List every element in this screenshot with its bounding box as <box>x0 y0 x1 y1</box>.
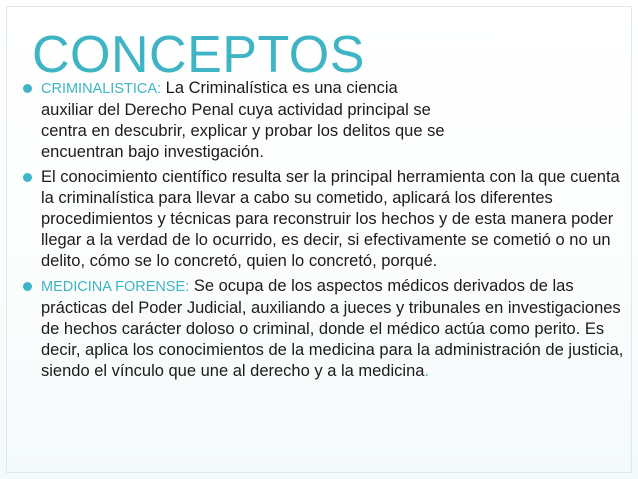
ending-period: . <box>424 362 430 380</box>
slide-title: CONCEPTOS <box>32 26 365 84</box>
bullet-item-conocimiento <box>22 167 626 272</box>
item-text: El conocimiento científico resulta ser la principal herramienta con la que cuenta la criminalística para llevar a cabo su cometido, aplicará los diferentes procedimientos y técnicas para reconstruir los hechos y de esta manera poder llegar a la verdad de lo ocurrido, es decir, si efectivamente se cometió o no un delito, cómo se lo concretó, quien lo concretó, porqué. <box>41 168 620 270</box>
bullet-dot-icon <box>23 84 32 93</box>
bullet-item-criminalistica <box>22 78 626 163</box>
bullet-list <box>22 78 626 386</box>
bullet-dot-icon <box>23 282 32 291</box>
bullet-dot-icon <box>23 173 32 182</box>
term-label: CRIMINALISTICA: <box>41 81 162 97</box>
term-label: MEDICINA FORENSE: <box>41 279 190 295</box>
item-text: Se ocupa de los aspectos médicos derivados de las prácticas del Poder Judicial, auxiliando a jueces y tribunales en investigaciones de hechos carácter doloso o criminal, donde el médico actúa como perito. Es decir, aplica los conocimientos de la medicina para la administración de justicia, siendo el vínculo que une al derecho y a la medicina <box>41 277 624 380</box>
item-text: La Criminalística es una ciencia auxiliar del Derecho Penal cuya actividad principal se centra en descubrir, explicar y probar los delitos que se encuentran bajo investigación. <box>41 79 445 161</box>
bullet-item-medicina-forense <box>22 276 626 382</box>
